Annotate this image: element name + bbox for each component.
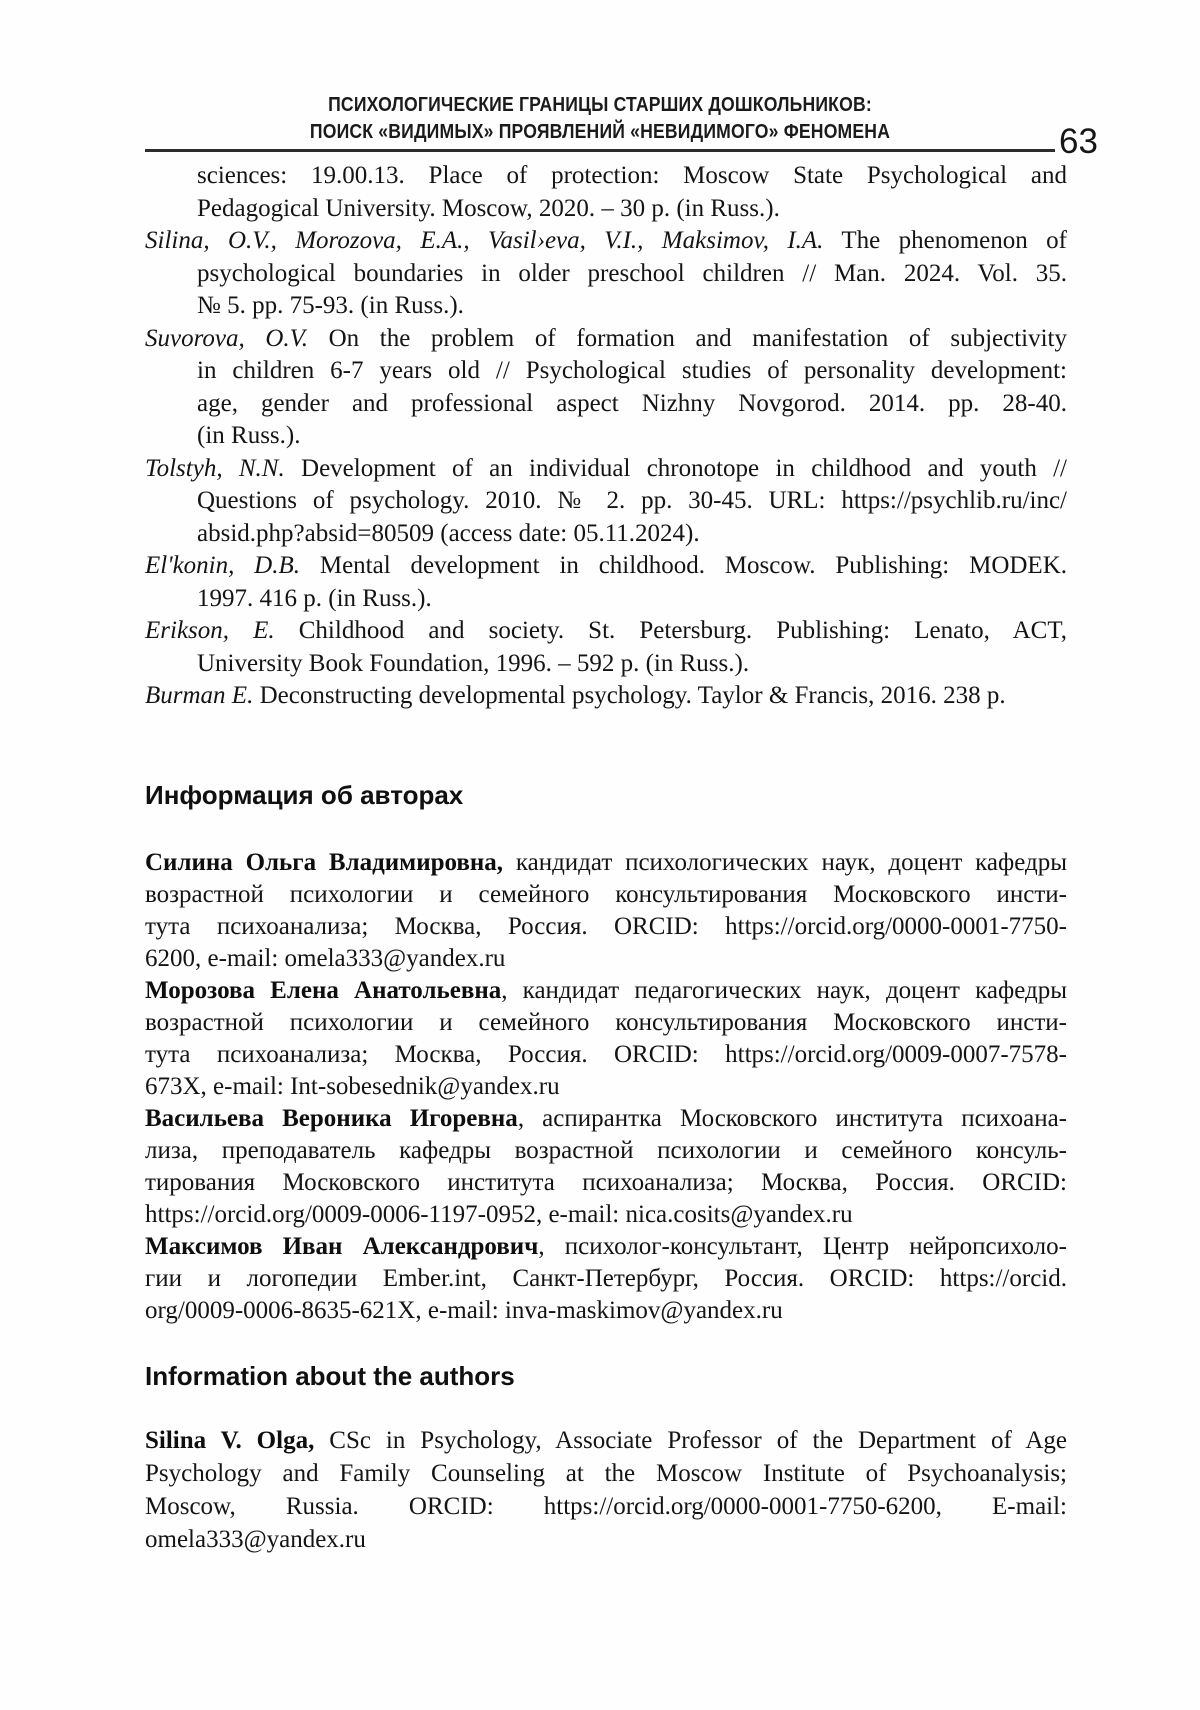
authors-info-en (145, 1424, 1067, 1556)
header-rule (145, 149, 1055, 152)
author-info-line-en: Silina V. Olga, CSc in Psychology, Associate Professor of the Department of Age (145, 1427, 1067, 1454)
reference-author-names: El'konin, D.B. (145, 552, 301, 579)
reference-line: Silina, O.V., Morozova, E.A., Vasil›eva, V.I., Maksimov, I.A. The phenomenon of (145, 227, 1067, 254)
reference-line: absid.php?absid=80509 (access date: 05.11.2024). (197, 519, 700, 547)
author-info-line-en: Psychology and Family Counseling at the Moscow Institute of Psychoanalysis; (145, 1460, 1067, 1487)
running-head-line1: ПСИХОЛОГИЧЕСКИЕ ГРАНИЦЫ СТАРШИХ ДОШКОЛЬНИКОВ: (328, 94, 872, 116)
author-info-line-ru: https://orcid.org/0009-0006-1197-0952, e-mail: nica.cosits@yandex.ru (145, 1201, 853, 1228)
reference-line: El'konin, D.B. Mental development in childhood. Moscow. Publishing: MODEK. (145, 552, 1067, 579)
author-info-line-en: omela333@yandex.ru (145, 1526, 366, 1553)
reference-author-names: Erikson, E. (145, 617, 275, 644)
page-number: 63 (1059, 122, 1098, 161)
reference-author-names: Suvorova, O.V. (145, 324, 308, 352)
reference-author-names: Burman E. (145, 682, 254, 709)
author-name: Silina V. Olga, (145, 1427, 315, 1454)
author-info-line-ru: возрастной психологии и семейного консультирования Московского инсти- (145, 881, 1067, 908)
reference-line: Questions of psychology. 2010. № 2. pp. 30-45. URL: https://psychlib.ru/inc/ (197, 487, 1067, 514)
reference-author-names: Silina, O.V., Morozova, E.A., Vasil›eva, V.I., Maksimov, I.A. (145, 227, 824, 254)
author-name: Максимов Иван Александрович (145, 1233, 539, 1260)
reference-line: № 5. pp. 75-93. (in Russ.). (197, 292, 464, 319)
reference-line: Erikson, E. Childhood and society. St. Petersburg. Publishing: Lenato, ACT, (145, 617, 1068, 644)
author-info-line-ru: Морозова Елена Анатольевна, кандидат педагогических наук, доцент кафедры (145, 977, 1067, 1004)
author-info-line-ru: гии и логопедии Ember.int, Санкт-Петербург, Россия. ORCID: https://orcid. (145, 1265, 1067, 1292)
authors-info-ru (145, 847, 1067, 1327)
references-list (145, 160, 1067, 713)
author-info-line-en: Moscow, Russia. ORCID: https://orcid.org/0000-0001-7750-6200, E-mail: (145, 1493, 1067, 1520)
author-info-line-ru: тута психоанализа; Москва, Россия. ORCID: https://orcid.org/0009-0007-7578- (145, 1041, 1067, 1068)
author-name: Морозова Елена Анатольевна (145, 977, 502, 1004)
reference-line: in children 6-7 years old // Psychological studies of personality development: (197, 357, 1067, 384)
author-info-line-ru: 6200, e-mail: omela333@yandex.ru (145, 945, 506, 972)
author-info-line-ru: Максимов Иван Александрович, психолог-консультант, Центр нейропсихоло- (145, 1233, 1067, 1260)
reference-line: University Book Foundation, 1996. – 592 p. (in Russ.). (197, 649, 750, 677)
author-info-line-ru: Силина Ольга Владимировна, кандидат психологических наук, доцент кафедры (145, 849, 1067, 876)
author-info-line-ru: возрастной психологии и семейного консультирования Московского инсти- (145, 1009, 1067, 1036)
authors-info-heading-en: Information about the authors (145, 1361, 515, 1391)
author-info-line-ru: лиза, преподаватель кафедры возрастной психологии и семейного консуль- (145, 1137, 1067, 1164)
reference-line: sciences: 19.00.13. Place of protection: Moscow State Psychological and (197, 162, 1067, 189)
reference-author-names: Tolstyh, N.N. (145, 454, 285, 482)
author-info-line-ru: тирования Московского института психоанализа; Москва, Россия. ORCID: (145, 1169, 1067, 1196)
running-head (200, 92, 1001, 146)
author-info-line-ru: org/0009-0006-8635-621X, e-mail: inva-maskimov@yandex.ru (145, 1297, 783, 1324)
author-name: Силина Ольга Владимировна, (145, 849, 504, 876)
author-info-line-ru: Васильева Вероника Игоревна, аспирантка Московского института психоана- (145, 1105, 1068, 1132)
reference-line: Pedagogical University. Moscow, 2020. – 30 p. (in Russ.). (197, 194, 780, 222)
reference-line: psychological boundaries in older preschool children // Man. 2024. Vol. 35. (197, 259, 1067, 287)
author-info-line-ru: тута психоанализа; Москва, Россия. ORCID: https://orcid.org/0000-0001-7750- (145, 913, 1067, 940)
author-name: Васильева Вероника Игоревна (145, 1105, 518, 1132)
reference-line: (in Russ.). (197, 422, 301, 449)
reference-line: Tolstyh, N.N. Development of an individual chronotope in childhood and youth // (145, 454, 1068, 482)
reference-line: age, gender and professional aspect Nizhny Novgorod. 2014. pp. 28-40. (197, 389, 1067, 417)
reference-line: 1997. 416 p. (in Russ.). (197, 584, 432, 612)
reference-line: Burman E. Deconstructing developmental psychology. Taylor & Francis, 2016. 238 p. (145, 682, 1006, 709)
authors-info-heading-ru: Информация об авторах (145, 780, 464, 810)
reference-line: Suvorova, O.V. On the problem of formation and manifestation of subjectivity (145, 324, 1067, 352)
author-info-line-ru: 673X, e-mail: Int-sobesednik@yandex.ru (145, 1073, 560, 1100)
running-head-line2: ПОИСК «ВИДИМЫХ» ПРОЯВЛЕНИЙ «НЕВИДИМОГО» ФЕНОМЕНА (309, 121, 891, 143)
